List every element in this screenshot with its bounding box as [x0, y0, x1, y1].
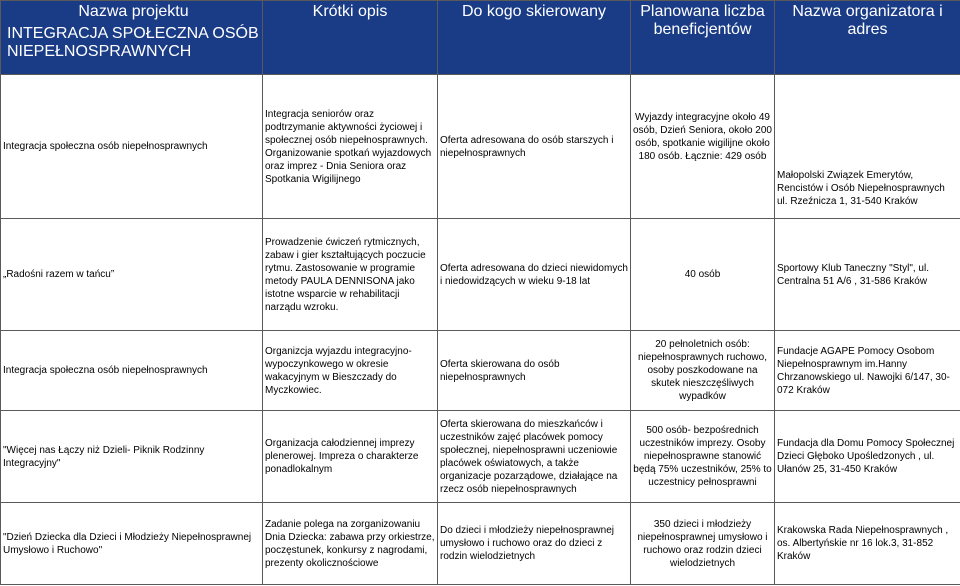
row-name: "Więcej nas Łączy niż Dzieli- Piknik Rodzinny Integracyjny" — [1, 411, 263, 503]
header-project-cell — [1, 1, 263, 75]
row-name: Integracja społeczna osób niepełnosprawnych — [1, 331, 263, 411]
project-name: INTEGRACJA SPOŁECZNA OSÓB NIEPEŁNOSPRAWNYCH — [7, 25, 259, 60]
row-description: Prowadzenie ćwiczeń rytmicznych, zabaw i gier kształtujących poczucie rytmu. Zastosowanie w programie metody PAULA DENNISONA jako istotne wsparcie w rehabilitacji narządu wzroku. — [263, 219, 438, 331]
row-organizer: Fundacja dla Domu Pomocy Społecznej Dzieci Głęboko Upośledzonych , ul. Ułanów 25, 31-450 Kraków — [775, 411, 960, 503]
row-description: Zadanie polega na zorganizowaniu Dnia Dziecka: zabawa przy orkiestrze, poczęstunek, konkursy z nagrodami, prezenty okolicznościowe — [263, 503, 438, 585]
row-name: „Radośni razem w tańcu” — [1, 219, 263, 331]
row-organizer: Fundacje AGAPE Pomocy Osobom Niepełnosprawnym im.Hanny Chrzanowskiego ul. Nawojki 6/147, 30-072 Kraków — [775, 331, 960, 411]
table-row — [1, 219, 960, 331]
table-row — [1, 331, 960, 411]
row-target: Oferta skierowana do osób niepełnosprawnych — [438, 331, 631, 411]
row-organizer: Małopolski Związek Emerytów, Rencistów i Osób Niepełnosprawnych ul. Rzeźnicza 1, 31-540 Kraków — [775, 75, 960, 219]
table-row — [1, 75, 960, 219]
row-target: Oferta adresowana do dzieci niewidomych i niedowidzących w wieku 9-18 lat — [438, 219, 631, 331]
table-row — [1, 411, 960, 503]
row-target: Oferta adresowana do osób starszych i niepełnosprawnych — [438, 75, 631, 219]
row-beneficiaries: 20 pełnoletnich osób: niepełnosprawnych ruchowo, osoby poszkodowane na skutek nieszczęśliwych wypadków — [631, 331, 775, 411]
header-organizer: Nazwa organizatora i adres — [775, 1, 960, 75]
row-target: Do dzieci i młodzieży niepełnosprawnej umysłowo i ruchowo oraz do dzieci z rodzin wielodzietnych — [438, 503, 631, 585]
row-target: Oferta skierowana do mieszkańców i uczestników zajęć placówek pomocy społecznej, niepełnosprawni uczeniowie placówek oświatowych, a także organizacje pozarządowe, działające na rzecz osób niepełnosprawnych — [438, 411, 631, 503]
row-beneficiaries: 40 osób — [631, 219, 775, 331]
row-name: "Dzień Dziecka dla Dzieci i Młodzieży Niepełnosprawnej Umysłowo i Ruchowo" — [1, 503, 263, 585]
row-description: Integracja seniorów oraz podtrzymanie aktywności życiowej i społecznej osób niepełnosprawnych. Organizowanie spotkań wyjazdowych oraz imprez - Dnia Seniora oraz Spotkania Wigilijnego — [263, 75, 438, 219]
row-description: Organizcja wyjazdu integracyjno-wypoczynkowego w okresie wakacyjnym w Bieszczady do Myczkowiec. — [263, 331, 438, 411]
header-target: Do kogo skierowany — [438, 1, 631, 75]
header-row — [1, 1, 960, 75]
header-short-desc: Krótki opis — [263, 1, 438, 75]
row-beneficiaries: Wyjazdy integracyjne około 49 osób, Dzień Seniora, około 200 osób, spotkanie wigilijne około 180 osób. Łącznie: 429 osób — [631, 75, 775, 219]
row-description: Organizacja całodziennej imprezy plenerowej. Impreza o charakterze ponadlokalnym — [263, 411, 438, 503]
row-beneficiaries: 350 dzieci i młodzieży niepełnosprawnej umysłowo i ruchowo oraz rodzin dzieci wielodzietnych — [631, 503, 775, 585]
table-row — [1, 503, 960, 585]
header-beneficiaries: Planowana liczba beneficjentów — [631, 1, 775, 75]
header-project-label: Nazwa projektu — [78, 3, 189, 20]
row-organizer: Sportowy Klub Taneczny "Styl", ul. Centralna 51 A/6 , 31-586 Kraków — [775, 219, 960, 331]
row-beneficiaries: 500 osób- bezpośrednich uczestników imprezy. Osoby niepełnosprawne stanowić będą 75% uczestników, 25% to uczestnicy pełnosprawni — [631, 411, 775, 503]
row-name: Integracja społeczna osób niepełnosprawnych — [1, 75, 263, 219]
row-organizer: Krakowska Rada Niepełnosprawnych , os. Albertyńskie nr 16 lok.3, 31-852 Kraków — [775, 503, 960, 585]
